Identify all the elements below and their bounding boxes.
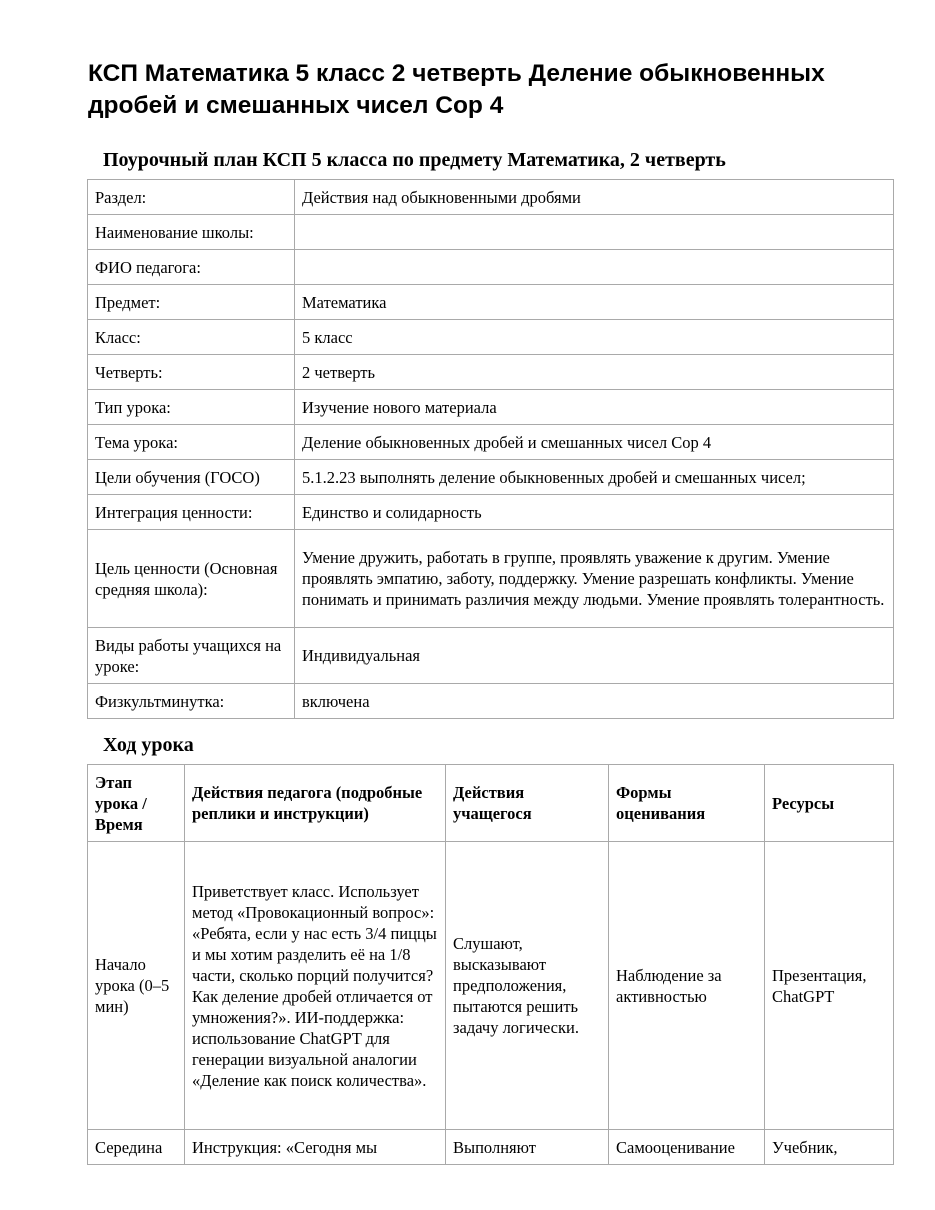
info-row-value-integration: [88, 495, 894, 530]
info-value: Изучение нового материала: [295, 390, 894, 425]
info-row-school: [88, 215, 894, 250]
info-value: Единство и солидарность: [295, 495, 894, 530]
student-actions-cell: Слушают, высказывают предположения, пытаются решить задачу логически.: [446, 842, 609, 1130]
lesson-info-table: [87, 179, 894, 719]
info-value: [295, 215, 894, 250]
info-value: Действия над обыкновенными дробями: [295, 180, 894, 215]
document-title: КСП Математика 5 класс 2 четверть Деление обыкновенных дробей и смешанных чисел Сор 4: [88, 60, 825, 119]
info-label: Интеграция ценности:: [88, 495, 295, 530]
stage-cell: Середина: [88, 1130, 185, 1165]
info-value: Индивидуальная: [295, 628, 894, 684]
flow-header-row: [88, 765, 894, 842]
info-label: Наименование школы:: [88, 215, 295, 250]
info-value: 5.1.2.23 выполнять деление обыкновенных дробей и смешанных чисел;: [295, 460, 894, 495]
info-value: Умение дружить, работать в группе, проявлять уважение к другим. Умение проявлять эмпатию, заботу, поддержку. Умение разрешать конфликты. Умение понимать и принимать различия между людьми. Умение проявлять толерантность.: [295, 530, 894, 628]
info-row-goals: [88, 460, 894, 495]
stage-cell: Начало урока (0–5 мин): [88, 842, 185, 1130]
assessment-cell: Самооценивание: [609, 1130, 765, 1165]
info-label: Раздел:: [88, 180, 295, 215]
info-value: Деление обыкновенных дробей и смешанных чисел Сор 4: [295, 425, 894, 460]
info-label: Виды работы учащихся на уроке:: [88, 628, 295, 684]
info-row-exercise: [88, 684, 894, 719]
info-row-lesson-type: [88, 390, 894, 425]
info-row-topic: [88, 425, 894, 460]
flow-row-start: [88, 842, 894, 1130]
info-value: 5 класс: [295, 320, 894, 355]
info-label: Физкультминутка:: [88, 684, 295, 719]
info-row-section: [88, 180, 894, 215]
lesson-flow-heading: Ход урока: [103, 734, 194, 756]
info-row-class: [88, 320, 894, 355]
info-value: включена: [295, 684, 894, 719]
info-label: Класс:: [88, 320, 295, 355]
info-value: [295, 250, 894, 285]
info-label: ФИО педагога:: [88, 250, 295, 285]
info-label: Тип урока:: [88, 390, 295, 425]
info-row-work-types: [88, 628, 894, 684]
info-label: Предмет:: [88, 285, 295, 320]
info-label: Цель ценности (Основная средняя школа):: [88, 530, 295, 628]
header-stage: Этап урока / Время: [88, 765, 185, 842]
flow-row-middle: [88, 1130, 894, 1165]
header-student-actions: Действия учащегося: [446, 765, 609, 842]
info-row-quarter: [88, 355, 894, 390]
teacher-actions-cell: Приветствует класс. Использует метод «Провокационный вопрос»: «Ребята, если у нас есть 3/4 пиццы и мы хотим разделить её на 1/8 части, сколько порций получится? Как деление дробей отличается от умножения?». ИИ-поддержка: использование ChatGPT для генерации визуальной аналогии «Деление как поиск количества».: [185, 842, 446, 1130]
info-row-value-goal: [88, 530, 894, 628]
info-row-teacher: [88, 250, 894, 285]
info-label: Четверть:: [88, 355, 295, 390]
info-label: Цели обучения (ГОСО): [88, 460, 295, 495]
header-resources: Ресурсы: [765, 765, 894, 842]
info-label: Тема урока:: [88, 425, 295, 460]
resources-cell: Учебник,: [765, 1130, 894, 1165]
header-assessment: Формы оценивания: [609, 765, 765, 842]
teacher-actions-cell: Инструкция: «Сегодня мы: [185, 1130, 446, 1165]
resources-cell: Презентация, ChatGPT: [765, 842, 894, 1130]
assessment-cell: Наблюдение за активностью: [609, 842, 765, 1130]
info-value: 2 четверть: [295, 355, 894, 390]
plan-heading: Поурочный план КСП 5 класса по предмету Математика, 2 четверть: [103, 149, 726, 171]
student-actions-cell: Выполняют: [446, 1130, 609, 1165]
info-row-subject: [88, 285, 894, 320]
info-value: Математика: [295, 285, 894, 320]
header-teacher-actions: Действия педагога (подробные реплики и инструкции): [185, 765, 446, 842]
lesson-flow-table: [87, 764, 894, 1165]
